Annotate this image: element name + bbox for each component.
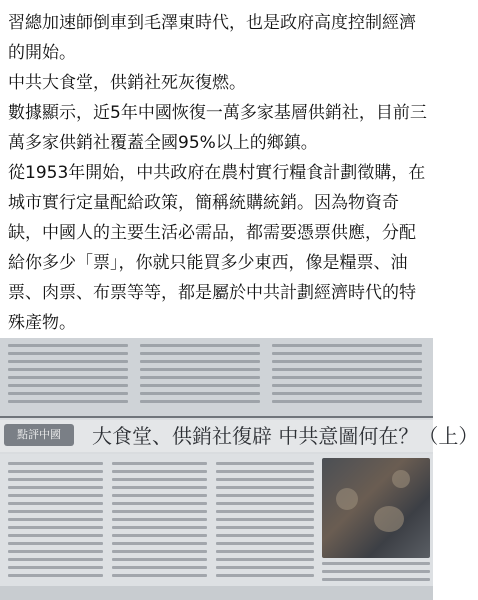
- post-paragraph: 數據顯示，近5年中國恢復一萬多家基層供銷社，目前三萬多家供銷社覆蓋全國95%以上的鄉鎮。: [8, 103, 427, 153]
- newspaper-headline: 大食堂、供銷社復辟 中共意圖何在？（上）: [92, 424, 478, 448]
- newspaper-top-columns: [0, 338, 433, 416]
- newspaper-clipping-image[interactable]: [0, 338, 478, 600]
- post-paragraph: 從1953年開始，中共政府在農村實行糧食計劃徵購，在城市實行定量配給政策，簡稱統購統銷。因為物資奇缺，中國人的主要生活必需品，都需要憑票供應，分配給你多少「票」，你就只能買多少東西，像是糧票、油票、肉票、布票等等，都是屬於中共計劃經濟時代的特殊產物。: [8, 163, 426, 333]
- post-paragraph: 中共大食堂，供銷社死灰復燃。: [8, 73, 246, 93]
- newspaper-column: [216, 462, 314, 592]
- newspaper-photo-caption: [322, 562, 430, 586]
- newspaper-column: [112, 462, 207, 592]
- newspaper-photo: [322, 458, 430, 558]
- newspaper-divider: [0, 416, 433, 418]
- newspaper-column: [8, 462, 103, 592]
- newspaper-column: [272, 344, 422, 410]
- newspaper-column: [8, 344, 128, 410]
- newspaper-column: [140, 344, 260, 410]
- newspaper-section-badge: 點評中國: [4, 424, 74, 446]
- post-paragraph: 習總加速師倒車到毛澤東時代，也是政府高度控制經濟的開始。: [8, 13, 416, 63]
- newspaper-footer: [0, 586, 433, 600]
